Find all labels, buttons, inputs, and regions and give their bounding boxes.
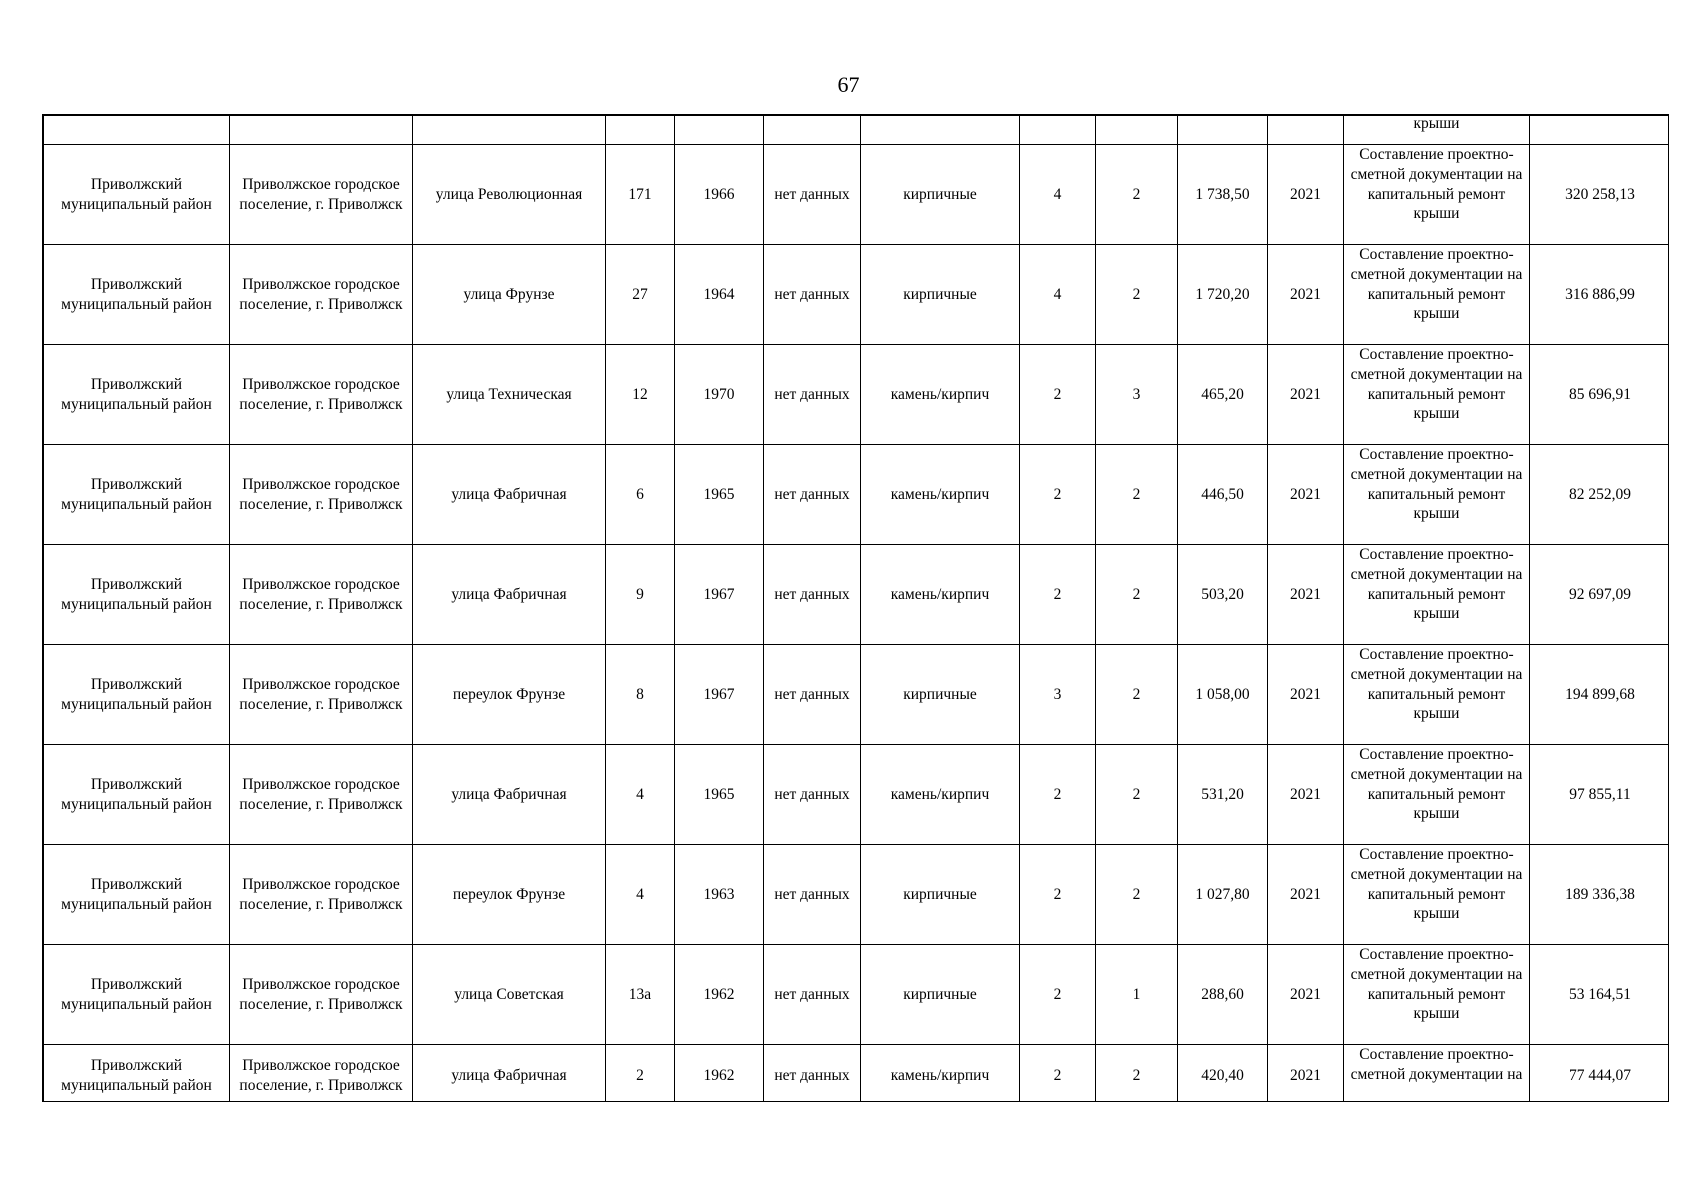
work-type-text: Составление проектно-сметной документации на <box>1350 1046 1523 1083</box>
cell-work-type <box>1344 345 1530 445</box>
cell-street: улица Фрунзе <box>413 245 606 345</box>
cell-house: 13а <box>606 945 675 1045</box>
cell-work-type <box>1344 845 1530 945</box>
cell-material: камень/кирпич <box>861 545 1020 645</box>
cell-street: улица Техническая <box>413 345 606 445</box>
cell-year <box>675 116 764 145</box>
cell-plan-year: 2021 <box>1268 445 1344 545</box>
cell-floors: 2 <box>1020 545 1096 645</box>
cell-last-repair: нет данных <box>764 545 861 645</box>
cell-house: 9 <box>606 545 675 645</box>
cell-year: 1967 <box>675 645 764 745</box>
cell-district: Приволжский муниципальный район <box>44 145 230 245</box>
cell-cost: 53 164,51 <box>1530 945 1670 1045</box>
cell-year: 1963 <box>675 845 764 945</box>
table-row <box>44 645 1670 745</box>
cell-settlement: Приволжское городское поселение, г. Приволжск <box>230 945 413 1045</box>
cell-plan-year: 2021 <box>1268 945 1344 1045</box>
cell-house: 2 <box>606 1045 675 1103</box>
cell-material: камень/кирпич <box>861 745 1020 845</box>
cell-material: камень/кирпич <box>861 345 1020 445</box>
cell-plan-year: 2021 <box>1268 345 1344 445</box>
cell-district: Приволжский муниципальный район <box>44 345 230 445</box>
cell-area: 420,40 <box>1178 1045 1268 1103</box>
cell-settlement: Приволжское городское поселение, г. Приволжск <box>230 645 413 745</box>
cell-work-type <box>1344 545 1530 645</box>
cell-district: Приволжский муниципальный район <box>44 545 230 645</box>
cell-floors: 4 <box>1020 245 1096 345</box>
cell-area: 1 720,20 <box>1178 245 1268 345</box>
cell-work-type <box>1344 745 1530 845</box>
page-number: 67 <box>837 72 860 97</box>
cell-house: 4 <box>606 745 675 845</box>
work-type-text: Составление проектно-сметной документации на капитальный ремонт крыши <box>1350 346 1523 423</box>
cell-material <box>861 116 1020 145</box>
cell-area: 1 738,50 <box>1178 145 1268 245</box>
cell-year: 1966 <box>675 145 764 245</box>
table-row <box>44 845 1670 945</box>
cell-last-repair: нет данных <box>764 445 861 545</box>
cell-floors: 3 <box>1020 645 1096 745</box>
cell-district <box>44 116 230 145</box>
cell-house <box>606 116 675 145</box>
cell-entrances: 2 <box>1096 845 1178 945</box>
cell-year: 1964 <box>675 245 764 345</box>
cell-work-type <box>1344 645 1530 745</box>
cell-street: переулок Фрунзе <box>413 645 606 745</box>
cell-cost: 97 855,11 <box>1530 745 1670 845</box>
housing-repair-table <box>43 115 1669 1102</box>
cell-work-type <box>1344 145 1530 245</box>
cell-entrances: 2 <box>1096 1045 1178 1103</box>
cell-cost: 92 697,09 <box>1530 545 1670 645</box>
cell-cost: 85 696,91 <box>1530 345 1670 445</box>
cell-cost: 194 899,68 <box>1530 645 1670 745</box>
work-type-text: Составление проектно-сметной документации на капитальный ремонт крыши <box>1350 546 1523 623</box>
cell-settlement: Приволжское городское поселение, г. Приволжск <box>230 345 413 445</box>
cell-last-repair: нет данных <box>764 645 861 745</box>
cell-street: улица Фабричная <box>413 545 606 645</box>
cell-entrances: 2 <box>1096 745 1178 845</box>
cell-area: 1 027,80 <box>1178 845 1268 945</box>
cell-district: Приволжский муниципальный район <box>44 645 230 745</box>
cell-district: Приволжский муниципальный район <box>44 245 230 345</box>
table-row-continued <box>44 116 1670 145</box>
cell-plan-year: 2021 <box>1268 745 1344 845</box>
table-row <box>44 945 1670 1045</box>
cell-district: Приволжский муниципальный район <box>44 445 230 545</box>
cell-last-repair: нет данных <box>764 745 861 845</box>
cell-area: 465,20 <box>1178 345 1268 445</box>
cell-entrances: 2 <box>1096 245 1178 345</box>
cell-settlement: Приволжское городское поселение, г. Приволжск <box>230 545 413 645</box>
work-type-text: Составление проектно-сметной документации на капитальный ремонт крыши <box>1350 746 1523 823</box>
work-type-text: Составление проектно-сметной документации на капитальный ремонт крыши <box>1350 946 1523 1023</box>
work-type-text: Составление проектно-сметной документации на капитальный ремонт крыши <box>1350 846 1523 923</box>
cell-last-repair: нет данных <box>764 245 861 345</box>
cell-entrances: 2 <box>1096 645 1178 745</box>
cell-area: 446,50 <box>1178 445 1268 545</box>
cell-house: 12 <box>606 345 675 445</box>
cell-house: 6 <box>606 445 675 545</box>
cell-settlement: Приволжское городское поселение, г. Приволжск <box>230 845 413 945</box>
cell-cost: 82 252,09 <box>1530 445 1670 545</box>
cell-entrances: 2 <box>1096 445 1178 545</box>
cell-settlement: Приволжское городское поселение, г. Приволжск <box>230 1045 413 1103</box>
cell-entrances: 2 <box>1096 145 1178 245</box>
cell-material: камень/кирпич <box>861 1045 1020 1103</box>
cell-area: 503,20 <box>1178 545 1268 645</box>
cell-floors: 4 <box>1020 145 1096 245</box>
cell-entrances <box>1096 116 1178 145</box>
table-row <box>44 245 1670 345</box>
cell-last-repair: нет данных <box>764 845 861 945</box>
cell-work-type <box>1344 245 1530 345</box>
cell-district: Приволжский муниципальный район <box>44 1045 230 1103</box>
cell-area <box>1178 116 1268 145</box>
cell-street: улица Фабричная <box>413 445 606 545</box>
cell-plan-year: 2021 <box>1268 845 1344 945</box>
cell-house: 171 <box>606 145 675 245</box>
cell-material: кирпичные <box>861 145 1020 245</box>
cell-area: 288,60 <box>1178 945 1268 1045</box>
cell-house: 8 <box>606 645 675 745</box>
cell-cost <box>1530 116 1670 145</box>
cell-district: Приволжский муниципальный район <box>44 745 230 845</box>
table-body <box>44 116 1670 1103</box>
table-row <box>44 345 1670 445</box>
cell-material: кирпичные <box>861 845 1020 945</box>
work-type-text: Составление проектно-сметной документации на капитальный ремонт крыши <box>1350 146 1523 223</box>
cell-plan-year <box>1268 116 1344 145</box>
cell-street: улица Фабричная <box>413 745 606 845</box>
cell-year: 1965 <box>675 445 764 545</box>
cell-entrances: 1 <box>1096 945 1178 1045</box>
cell-street: улица Фабричная <box>413 1045 606 1103</box>
cell-area: 531,20 <box>1178 745 1268 845</box>
cell-material: кирпичные <box>861 245 1020 345</box>
cell-floors: 2 <box>1020 1045 1096 1103</box>
cell-material: кирпичные <box>861 645 1020 745</box>
cell-work-type <box>1344 116 1530 145</box>
cell-cost: 77 444,07 <box>1530 1045 1670 1103</box>
cell-street: переулок Фрунзе <box>413 845 606 945</box>
cell-cost: 189 336,38 <box>1530 845 1670 945</box>
housing-repair-table-container <box>42 114 1669 1102</box>
cell-house: 27 <box>606 245 675 345</box>
cell-settlement: Приволжское городское поселение, г. Приволжск <box>230 745 413 845</box>
work-type-text: Составление проектно-сметной документации на капитальный ремонт крыши <box>1350 246 1523 323</box>
cell-plan-year: 2021 <box>1268 245 1344 345</box>
cell-year: 1962 <box>675 945 764 1045</box>
cell-last-repair: нет данных <box>764 945 861 1045</box>
work-type-text: Составление проектно-сметной документации на капитальный ремонт крыши <box>1350 446 1523 523</box>
cell-work-type <box>1344 1045 1530 1103</box>
cell-year: 1967 <box>675 545 764 645</box>
cell-settlement: Приволжское городское поселение, г. Приволжск <box>230 145 413 245</box>
cell-plan-year: 2021 <box>1268 545 1344 645</box>
cell-cost: 316 886,99 <box>1530 245 1670 345</box>
cell-entrances: 2 <box>1096 545 1178 645</box>
cell-year: 1965 <box>675 745 764 845</box>
cell-house: 4 <box>606 845 675 945</box>
cell-street: улица Советская <box>413 945 606 1045</box>
cell-district: Приволжский муниципальный район <box>44 945 230 1045</box>
cell-floors: 2 <box>1020 945 1096 1045</box>
cell-last-repair: нет данных <box>764 345 861 445</box>
table-row <box>44 745 1670 845</box>
cell-material: кирпичные <box>861 945 1020 1045</box>
cell-street <box>413 116 606 145</box>
cell-floors: 2 <box>1020 845 1096 945</box>
cell-plan-year: 2021 <box>1268 145 1344 245</box>
cell-cost: 320 258,13 <box>1530 145 1670 245</box>
cell-area: 1 058,00 <box>1178 645 1268 745</box>
cell-last-repair <box>764 116 861 145</box>
cell-entrances: 3 <box>1096 345 1178 445</box>
cell-settlement: Приволжское городское поселение, г. Приволжск <box>230 445 413 545</box>
cell-material: камень/кирпич <box>861 445 1020 545</box>
cell-last-repair: нет данных <box>764 145 861 245</box>
cell-plan-year: 2021 <box>1268 645 1344 745</box>
cell-settlement: Приволжское городское поселение, г. Приволжск <box>230 245 413 345</box>
cell-year: 1970 <box>675 345 764 445</box>
cell-work-type <box>1344 445 1530 545</box>
cell-last-repair: нет данных <box>764 1045 861 1103</box>
cell-street: улица Революционная <box>413 145 606 245</box>
table-row <box>44 145 1670 245</box>
cell-floors <box>1020 116 1096 145</box>
cell-district: Приволжский муниципальный район <box>44 845 230 945</box>
work-type-tail: крыши <box>1413 115 1460 132</box>
table-row <box>44 545 1670 645</box>
cell-floors: 2 <box>1020 445 1096 545</box>
table-row <box>44 1045 1670 1103</box>
cell-floors: 2 <box>1020 345 1096 445</box>
work-type-text: Составление проектно-сметной документации на капитальный ремонт крыши <box>1350 646 1523 723</box>
cell-year: 1962 <box>675 1045 764 1103</box>
cell-floors: 2 <box>1020 745 1096 845</box>
table-row <box>44 445 1670 545</box>
cell-settlement <box>230 116 413 145</box>
cell-work-type <box>1344 945 1530 1045</box>
cell-plan-year: 2021 <box>1268 1045 1344 1103</box>
